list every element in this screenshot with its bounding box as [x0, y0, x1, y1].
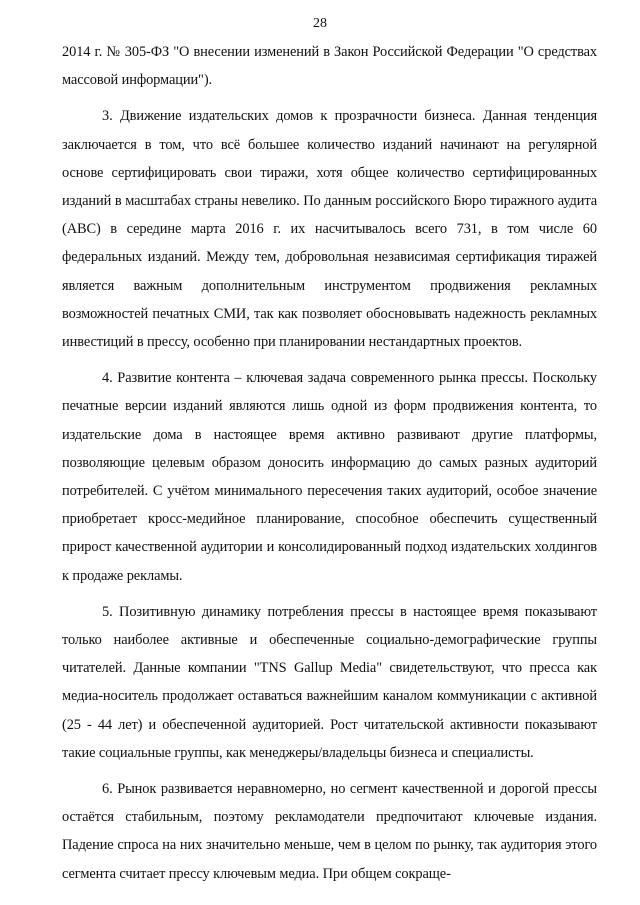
paragraph-continuation: 2014 г. № 305-ФЗ "О внесении изменений в Закон Российской Федерации "О средствах массовой информации").	[62, 44, 597, 89]
document-body	[62, 38, 597, 896]
paragraph-item-6: 6. Рынок развивается неравномерно, но сегмент качественной и дорогой прессы остаётся стабильным, поэтому рекламодатели предпочитают ключевые издания. Падение спроса на них значительно меньше, чем в целом по рынку, так аудитория этого сегмента считает прессу ключевым медиа. При общем сокраще-	[62, 781, 597, 882]
paragraph-item-3: 3. Движение издательских домов к прозрачности бизнеса. Данная тенденция заключается в том, что всё большее количество изданий начинают на регулярной основе сертифицировать свои тиражи, хотя общее количество сертифицированных изданий в масштабах страны невелико. По данным российского Бюро тиражного аудита (ABC) в середине марта 2016 г. их насчитывалось всего 731, в том числе 60 федеральных изданий. Между тем, добровольная независимая сертификация тиражей является важным дополнительным инструментом продвижения рекламных возможностей печатных СМИ, так как позволяет обосновывать надежность рекламных инвестиций в прессу, особенно при планировании нестандартных проектов.	[62, 108, 597, 351]
paragraph-item-5: 5. Позитивную динамику потребления прессы в настоящее время показывают только наиболее активные и обеспеченные социально-демографические группы читателей. Данные компании "TNS Gallup Media" свидетельствуют, что пресса как медиа-носитель продолжает оставаться важнейшим каналом коммуникации с активной (25 - 44 лет) и обеспеченной аудиторией. Рост читательской активности показывают такие социальные группы, как менеджеры/владельцы бизнеса и специалисты.	[62, 603, 597, 761]
paragraph-item-4: 4. Развитие контента – ключевая задача современного рынка прессы. Поскольку печатные версии изданий являются лишь одной из форм продвижения контента, то издательские дома в настоящее время активно развивают другие платформы, позволяющие целевым образом доносить информацию до самых разных аудиторий потребителей. С учётом минимального пересечения таких аудиторий, особое значение приобретает кросс-медийное планирование, способное обеспечить существенный прирост качественной аудитории и консолидированный подход издательских холдингов к продаже рекламы.	[62, 370, 597, 584]
page-number: 28	[313, 16, 327, 31]
